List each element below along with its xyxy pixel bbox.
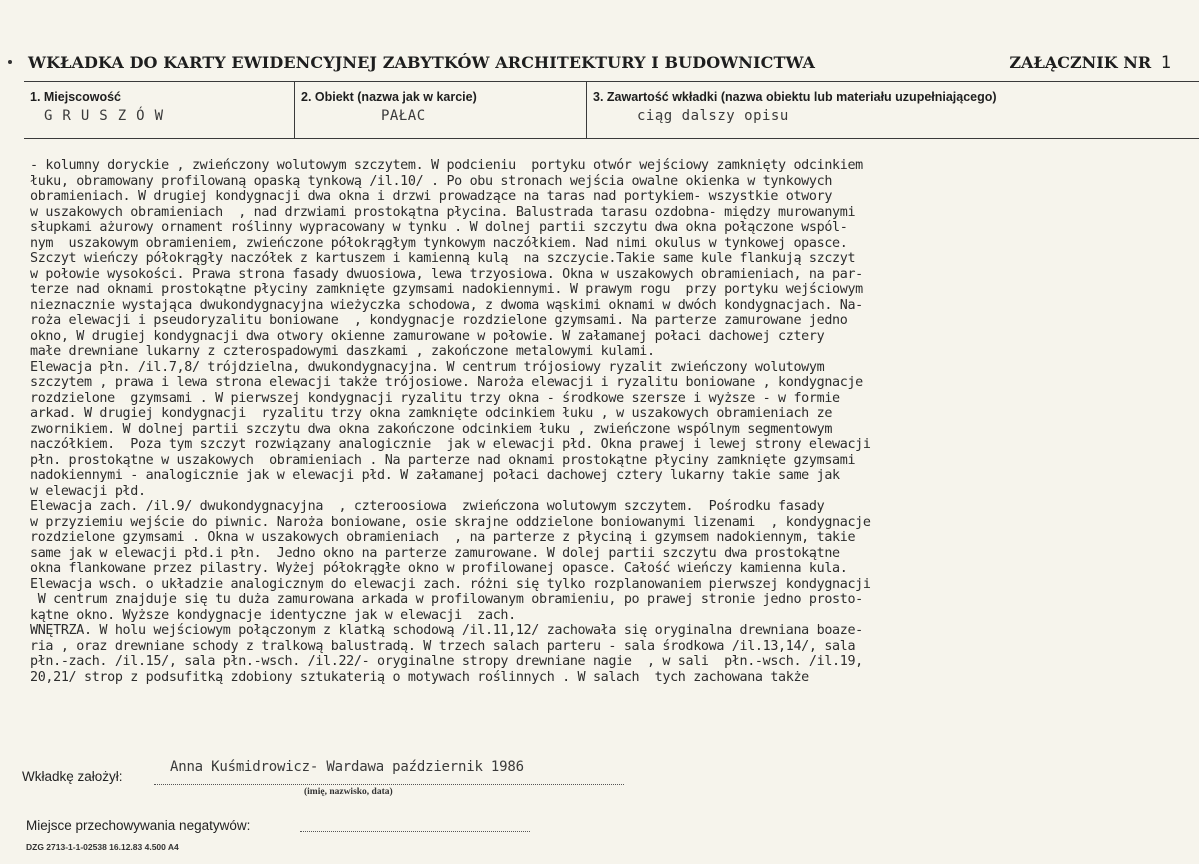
text-line: - kolumny doryckie , zwieńczony wolutowym szczytem. W podcieniu portyku otwór wejściowy zamknięty odcinkiem	[30, 158, 863, 173]
text-line: kątne okno. Wyższe kondygnacje identyczne jak w elewacji zach.	[30, 607, 516, 623]
text-line: obramieniach. W drugiej kondygnacji dwa okna i drzwi prowadzące na taras nad portykiem- wszystkie otwory	[30, 189, 833, 204]
field-locality-label: 1. Miejscowość	[30, 90, 122, 104]
text-line: arkad. W drugiej kondygnacji ryzalitu trzy okna zamknięte odcinkiem łuku , w uszakowych obramieniach ze	[30, 406, 833, 421]
text-line: W centrum znajduje się tu duża zamurowana arkada w profilowanym obramieniu, po prawej stronie jedno prosto-	[30, 592, 863, 607]
field-object-value: PAŁAC	[381, 108, 426, 124]
field-locality	[24, 82, 295, 138]
field-locality-value: GRUSZÓW	[44, 108, 174, 124]
text-line: okno, W drugiej kondygnacji dwa otwory okienne zamurowane w połowie. W załamanej połaci dachowej cztery	[30, 328, 825, 344]
author-label: Wkładkę założył:	[22, 769, 123, 784]
text-line: płn.-zach. /il.15/, sala płn.-wsch. /il.22/- oryginalne stropy drewniane nagie , w sali płn.-wsch. /il.19,	[30, 654, 863, 669]
print-code: DZG 2713-1-1-02538 16.12.83 4.500 A4	[26, 842, 179, 852]
text-line: Szczyt wieńczy półokrągły naczółek z kartuszem i kamienną kulą na szczycie.Takie same kule flankują szczyt	[30, 251, 856, 266]
field-content-label: 3. Zawartość wkładki (nazwa obiektu lub materiału uzupełniającego)	[593, 90, 997, 104]
text-line: same jak w elewacji płd.i płn. Jedno okno na parterze zamurowane. W dolej partii szczytu dwa prostokątne	[30, 545, 840, 561]
header-fields	[24, 82, 1199, 139]
field-object-label: 2. Obiekt (nazwa jak w karcie)	[301, 90, 477, 104]
text-line: rozdzielone gzymsami . W pierwszej kondygnacji ryzalitu trzy okna - środkowe szersze i wyższe - w formie	[30, 390, 840, 406]
text-line: łuku, obramowany profilowaną opaską tynkową /il.10/ . Po obu stronach wejścia owalne okienka w tynkowych	[30, 173, 833, 189]
negatives-section	[26, 818, 626, 838]
text-line: płn. prostokątne w uszakowych obramieniach . Na parterze nad oknami prostokątne płyciny zamknięte gzymsami	[30, 452, 856, 468]
text-line: Elewacja płn. /il.7,8/ trójdzielna, dwukondygnacyjna. W centrum trójosiowy ryzalit zwieńczony wolutowym	[30, 359, 825, 375]
description-text	[30, 158, 1170, 685]
text-line: roża elewacji i pseudoryzalitu boniowane , kondygnacje rozdzielone gzymsami. Na parterze zamurowane jedno	[30, 313, 848, 328]
author-section	[22, 759, 722, 803]
text-line: Elewacja zach. /il.9/ dwukondygnacyjna , czteroosiowa zwieńczona wolutowym szczytem. Pośrodku fasady	[30, 499, 825, 514]
text-line: szczytem , prawa i lewa strona elewacji także trójosiowe. Naroża elewacji i ryzalitu boniowane , kondygnacje	[30, 375, 863, 390]
attachment-number	[1009, 53, 1171, 73]
text-line: w połowie wysokości. Prawa strona fasady dwuosiowa, lewa trzyosiowa. Okna w uszakowych obramieniach, na par-	[30, 266, 863, 282]
text-line: nadokiennymi - analogicznie jak w elewacji płd. W załamanej połaci dachowej cztery lukarny takie same jak	[30, 468, 840, 483]
text-line: terze nad oknami prostokątne płyciny zamknięte gzymsami nadokiennymi. W prawym rogu przy portyku wejściowym	[30, 282, 863, 297]
text-line: w przyziemiu wejście do piwnic. Naroża boniowane, osie skrajne oddzielone boniowanymi lizenami , kondygnacje	[30, 514, 871, 530]
author-value: Anna Kuśmidrowicz- Wardawa październik 1986	[170, 759, 524, 775]
text-line: nym uszakowym obramieniem, zwieńczone półokrągłym tynkowym naczółkiem. Nad nimi okulus w tynkowej opasce.	[30, 235, 848, 251]
text-line: rozdzielone gzymsami . Okna w uszakowych obramieniach , na parterze z płyciną i gzymsem nadokiennym, takie	[30, 530, 856, 545]
author-hint: (imię, nazwisko, data)	[304, 787, 393, 797]
negatives-label: Miejsce przechowywania negatywów:	[26, 818, 251, 833]
text-line: w uszakowych obramieniach , nad drzwiami prostokątna płycina. Balustrada tarasu ozdobna- między murowanymi	[30, 204, 856, 220]
text-line: Elewacja wsch. o układzie analogicznym do elewacji zach. różni się tylko rozplanowaniem pierwszej kondygnacji	[30, 576, 871, 592]
text-line: naczółkiem. Poza tym szczyt rozwiązany analogicznie jak w elewacji płd. Okna prawej i lewej strony elewacji	[30, 437, 871, 452]
text-line: małe drewniane lukarny z czterospadowymi daszkami , zakończone metalowymi kulami.	[30, 344, 655, 359]
text-line: słupkami ażurowy ornament roślinny wypracowany w tynku . W dolnej partii szczytu dwa okna połączone wspól-	[30, 220, 848, 235]
field-object	[295, 82, 587, 138]
text-line: zwornikiem. W dolnej partii szczytu dwa okna zakończone odcinkiem łuku , zwieńczone wspólnym segmentowym	[30, 421, 833, 437]
text-line: 20,21/ strop z podsufitką zdobiony sztukaterią o motywach roślinnych . W salach tych zachowana także	[30, 669, 809, 685]
margin-dot	[8, 60, 12, 64]
attachment-number-value: 1	[1160, 53, 1171, 73]
text-line: nieznacznie wystająca dwukondygnacyjna wieżyczka schodowa, z dwoma wąskimi oknami w dwóch kondygnacjach. Na-	[30, 297, 863, 313]
text-line: w elewacji płd.	[30, 483, 146, 499]
card-header	[0, 0, 1199, 82]
text-line: ria , oraz drewniane schody z tralkową balustradą. W trzech salach parteru - sala środkowa /il.13,14/, sala	[30, 638, 856, 654]
negatives-dotted-line	[300, 831, 530, 832]
field-content	[587, 82, 1199, 138]
attachment-label: ZAŁĄCZNIK NR	[1009, 53, 1152, 72]
card-title: WKŁADKA DO KARTY EWIDENCYJNEJ ZABYTKÓW ARCHITEKTURY I BUDOWNICTWA	[28, 53, 816, 72]
field-content-value: ciąg dalszy opisu	[637, 108, 789, 124]
text-line: WNĘTRZA. W holu wejściowym połączonym z klatką schodową /il.11,12/ zachowała się oryginalna drewniana boaze-	[30, 623, 863, 638]
author-dotted-line	[154, 784, 624, 785]
text-line: okna flankowane przez pilastry. Wyżej półokrągłe okno w profilowanej opasce. Całość wieńczy kamienna kula.	[30, 561, 848, 576]
